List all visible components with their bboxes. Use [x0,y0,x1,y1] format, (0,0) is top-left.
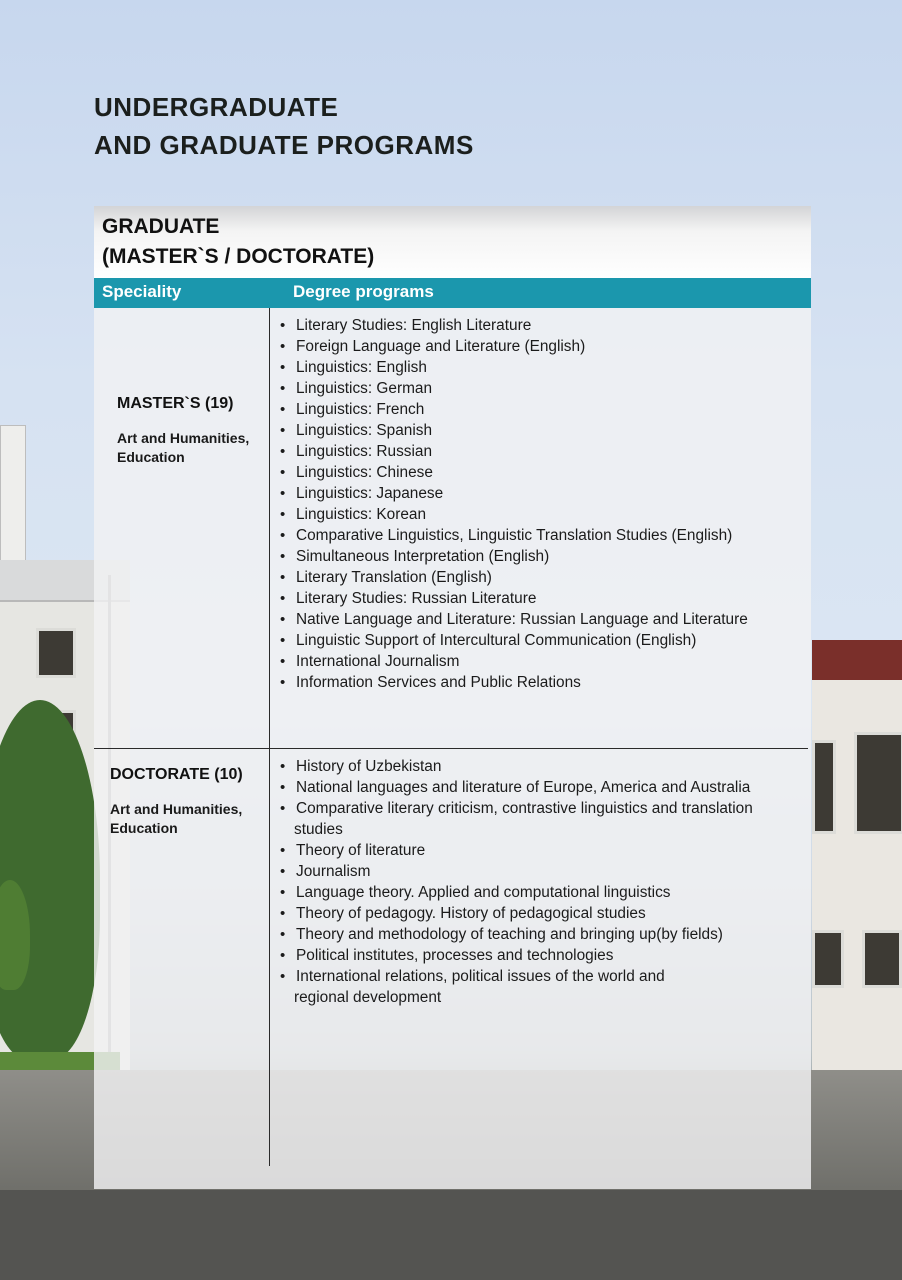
list-item: • Political institutes, processes and technologies [276,945,763,966]
page-title [94,88,474,164]
list-item: • Linguistics: German [276,378,763,399]
list-item: • Literary Studies: English Literature [276,315,763,336]
list-item: • Theory of literature [276,840,763,861]
list-item: • Linguistics: French [276,399,763,420]
list-item: • Native Language and Literature: Russian Language and Literature [276,609,763,630]
doctorate-speciality [110,766,260,838]
list-item-continuation: studies [294,821,343,838]
list-item: • Linguistics: Spanish [276,420,763,441]
list-item: • History of Uzbekistan [276,756,763,777]
column-header-bar [94,278,811,308]
list-item: • Foreign Language and Literature (English) [276,336,763,357]
masters-program-list [276,315,763,693]
list-item: • International Journalism [276,651,763,672]
panel-heading [102,212,374,272]
doctorate-title: DOCTORATE (10) [110,766,243,783]
list-item: • Linguistics: Chinese [276,462,763,483]
page-title-line-2: AND GRADUATE PROGRAMS [94,130,474,160]
list-item: • Linguistic Support of Intercultural Communication (English) [276,630,763,651]
masters-field: Art and Humanities, Education [117,430,250,465]
list-item: • Simultaneous Interpretation (English) [276,546,763,567]
list-item: • Theory and methodology of teaching and bringing up(by fields) [276,924,763,945]
list-item: • Literary Translation (English) [276,567,763,588]
degree-programs-column-header: Degree programs [293,282,434,301]
list-item-continuation: regional development [294,989,442,1006]
building-right [812,640,902,1080]
row-divider [94,748,808,749]
list-item: • Journalism [276,861,763,882]
list-item: • Theory of pedagogy. History of pedagogical studies [276,903,763,924]
speciality-column-header: Speciality [102,282,182,301]
page-title-line-1: UNDERGRADUATE [94,92,339,122]
masters-speciality [117,395,267,467]
list-item: • Comparative literary criticism, contrastive linguistics and translation [276,798,763,819]
list-item: • Linguistics: Russian [276,441,763,462]
panel-heading-line-2: (MASTER`S / DOCTORATE) [102,245,375,268]
panel-header [94,206,811,278]
list-item: • International relations, political issues of the world and [276,966,763,987]
list-item: • Linguistics: English [276,357,763,378]
doctorate-field: Art and Humanities, Education [110,801,243,836]
list-item: • Language theory. Applied and computational linguistics [276,882,763,903]
list-item: • Literary Studies: Russian Literature [276,588,763,609]
masters-title: MASTER`S (19) [117,395,234,412]
list-item: • National languages and literature of Europe, America and Australia [276,777,763,798]
shadow [0,1190,902,1280]
panel-heading-line-1: GRADUATE [102,215,220,238]
building-tower [0,425,26,567]
list-item: • Linguistics: Japanese [276,483,763,504]
column-divider [269,308,270,1166]
doctorate-program-list [276,756,763,1008]
list-item: • Comparative Linguistics, Linguistic Translation Studies (English) [276,525,763,546]
list-item: • Linguistics: Korean [276,504,763,525]
list-item: • Information Services and Public Relations [276,672,763,693]
